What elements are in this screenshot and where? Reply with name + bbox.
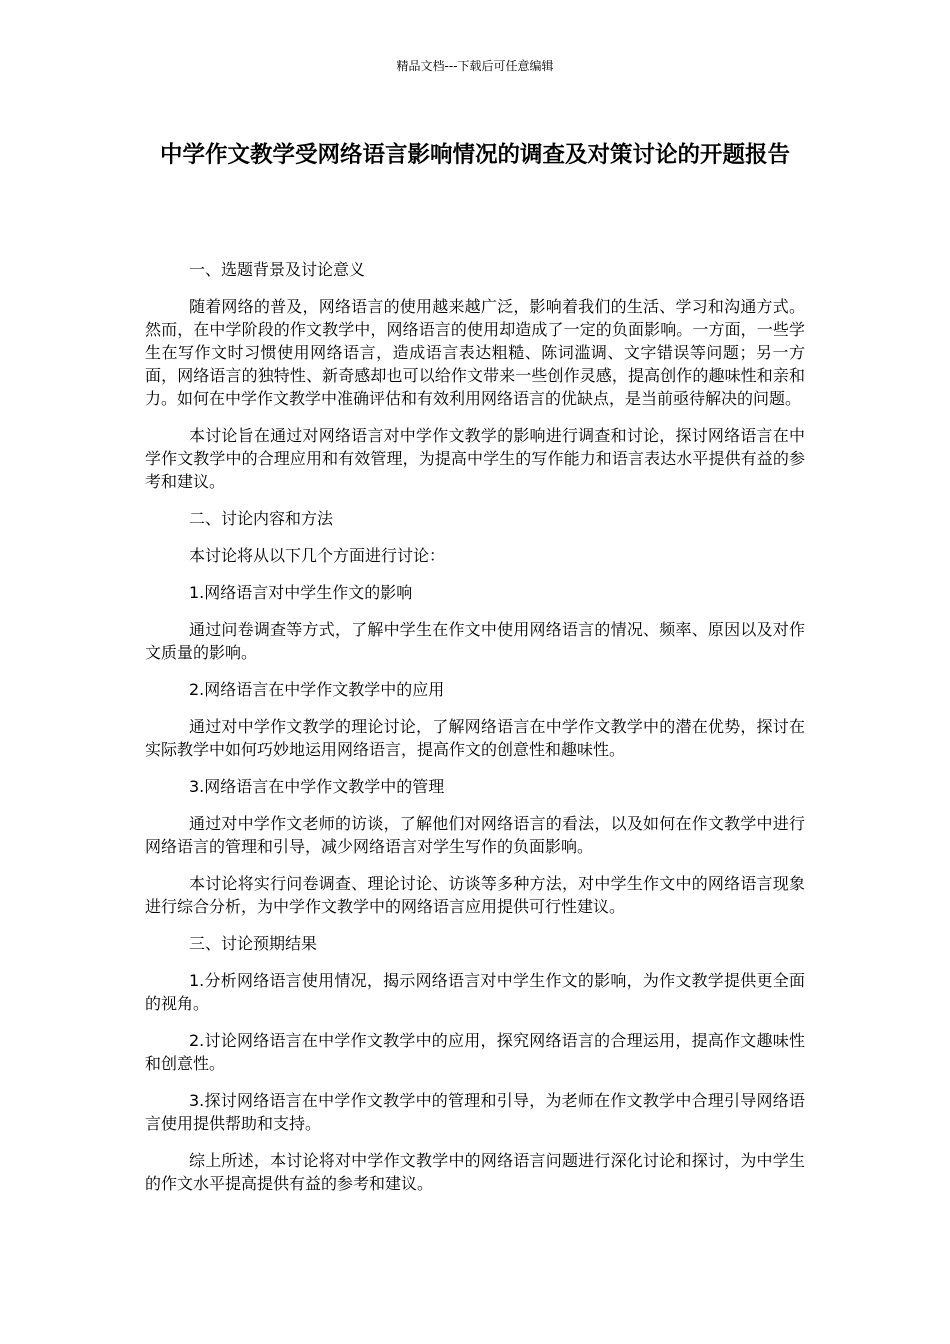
paragraph-background: 随着网络的普及，网络语言的使用越来越广泛，影响着我们的生活、学习和沟通方式。然而，在中学阶段的作文教学中，网络语言的使用却造成了一定的负面影响。一方面，一些学生在写作文时习惯使用网络语言，造成语言表达粗糙、陈词滥调、文字错误等问题；另一方面，网络语言的独特性、新奇感却也可以给作文带来一些创作灵感，提高创作的趣味性和亲和力。如何在中学作文教学中准确评估和有效利用网络语言的优缺点，是当前亟待解决的问题。 xyxy=(145,297,805,408)
result-item-3: 3.探讨网络语言在中学作文教学中的管理和引导，为老师在作文教学中合理引导网络语言使用提供帮助和支持。 xyxy=(145,1091,805,1133)
paragraph-methods: 本讨论将实行问卷调查、理论讨论、访谈等多种方法，对中学生作文中的网络语言现象进行综合分析，为中学作文教学中的网络语言应用提供可行性建议。 xyxy=(145,874,805,916)
page-header-note: 精品文档---下载后可任意编辑 xyxy=(396,59,554,73)
document-title: 中学作文教学受网络语言影响情况的调查及对策讨论的开题报告 xyxy=(159,142,790,168)
subheading-application: 2.网络语言在中学作文教学中的应用 xyxy=(189,680,445,699)
paragraph-application: 通过对中学作文教学的理论讨论，了解网络语言在中学作文教学中的潜在优势，探讨在实际教学中如何巧妙地运用网络语言，提高作文的创意性和趣味性。 xyxy=(145,717,805,759)
result-item-1: 1.分析网络语言使用情况，揭示网络语言对中学生作文的影响，为作文教学提供更全面的视角。 xyxy=(145,971,805,1013)
subheading-influence: 1.网络语言对中学生作文的影响 xyxy=(189,583,413,602)
paragraph-purpose: 本讨论旨在通过对网络语言对中学作文教学的影响进行调查和讨论，探讨网络语言在中学作文教学中的合理应用和有效管理，为提高中学生的写作能力和语言表达水平提供有益的参考和建议。 xyxy=(145,426,805,491)
paragraph-management: 通过对中学作文老师的访谈，了解他们对网络语言的看法，以及如何在作文教学中进行网络语言的管理和引导，减少网络语言对学生写作的负面影响。 xyxy=(145,814,805,856)
result-item-2: 2.讨论网络语言在中学作文教学中的应用，探究网络语言的合理运用，提高作文趣味性和创意性。 xyxy=(145,1031,805,1073)
subheading-management: 3.网络语言在中学作文教学中的管理 xyxy=(189,777,445,796)
section-heading-background: 一、选题背景及讨论意义 xyxy=(189,260,366,279)
paragraph-influence: 通过问卷调查等方式，了解中学生在作文中使用网络语言的情况、频率、原因以及对作文质量的影响。 xyxy=(145,620,805,662)
section-heading-expected-results: 三、讨论预期结果 xyxy=(189,934,318,953)
section-heading-content-methods: 二、讨论内容和方法 xyxy=(189,509,334,528)
paragraph-conclusion: 综上所述，本讨论将对中学作文教学中的网络语言问题进行深化讨论和探讨，为中学生的作文水平提高提供有益的参考和建议。 xyxy=(145,1151,805,1193)
paragraph-intro-aspects: 本讨论将从以下几个方面进行讨论： xyxy=(189,546,446,565)
document-body xyxy=(145,258,805,1209)
